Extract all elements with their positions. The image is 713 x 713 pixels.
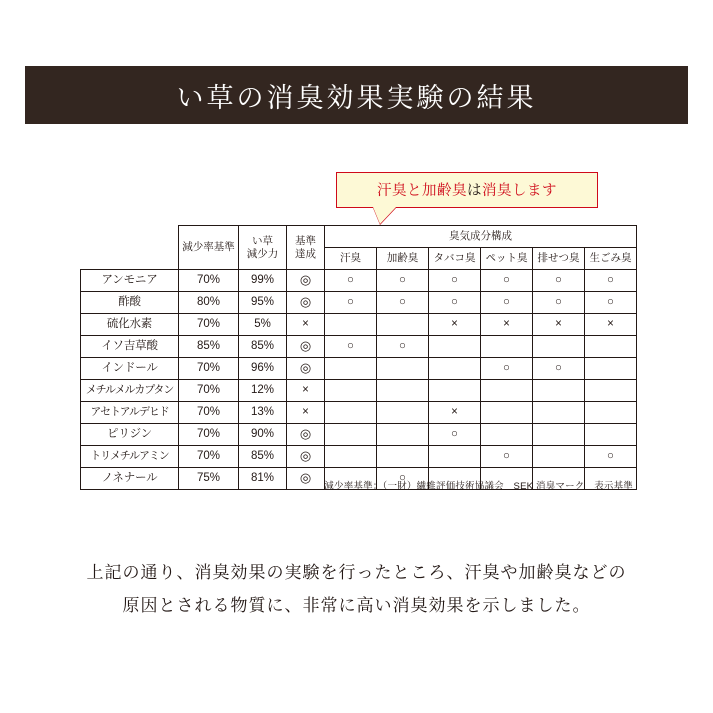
cell-reduction: 13% <box>239 402 287 424</box>
cell-achieved: ◎ <box>287 336 325 358</box>
cell-odor-garbage <box>585 380 637 402</box>
cell-substance: トリメチルアミン <box>81 446 179 468</box>
header-odor-garbage: 生ごみ臭 <box>585 248 637 270</box>
cell-odor-garbage <box>585 336 637 358</box>
cell-reduction: 5% <box>239 314 287 336</box>
cell-odor-tobacco <box>429 446 481 468</box>
cell-standard: 75% <box>179 468 239 490</box>
cell-substance: アセトアルデヒド <box>81 402 179 424</box>
cell-odor-aging <box>377 358 429 380</box>
header-odor-group: 臭気成分構成 <box>325 226 637 248</box>
table-body <box>81 270 637 490</box>
table-row <box>81 446 637 468</box>
table-header-row-group <box>81 226 637 248</box>
summary-line-1: 上記の通り、消臭効果の実験を行ったところ、汗臭や加齢臭などの <box>86 563 627 582</box>
callout-tail-icon <box>373 207 396 224</box>
cell-odor-sweat: ○ <box>325 292 377 314</box>
table-row <box>81 314 637 336</box>
cell-odor-aging: ○ <box>377 270 429 292</box>
cell-achieved: ◎ <box>287 446 325 468</box>
cell-odor-excrement <box>533 424 585 446</box>
odor-table-container <box>80 225 633 490</box>
cell-odor-sweat: ○ <box>325 336 377 358</box>
cell-standard: 80% <box>179 292 239 314</box>
cell-odor-garbage <box>585 424 637 446</box>
cell-substance: メチルメルカプタン <box>81 380 179 402</box>
cell-odor-excrement: ○ <box>533 270 585 292</box>
cell-odor-aging: ○ <box>377 468 429 490</box>
cell-odor-tobacco: × <box>429 314 481 336</box>
cell-odor-pet <box>481 380 533 402</box>
table-row <box>81 424 637 446</box>
cell-achieved: ◎ <box>287 358 325 380</box>
cell-odor-excrement <box>533 380 585 402</box>
cell-odor-pet: × <box>481 314 533 336</box>
cell-standard: 70% <box>179 380 239 402</box>
cell-odor-excrement <box>533 336 585 358</box>
cell-odor-aging: ○ <box>377 292 429 314</box>
summary-line-2: 原因とされる物質に、非常に高い消臭効果を示しました。 <box>122 596 591 616</box>
cell-standard: 70% <box>179 358 239 380</box>
cell-substance: ピリジン <box>81 424 179 446</box>
callout-highlight-pre: 汗臭と加齢臭 <box>377 183 467 199</box>
summary-paragraph <box>0 556 713 622</box>
cell-standard: 70% <box>179 446 239 468</box>
cell-odor-excrement: × <box>533 314 585 336</box>
cell-achieved: ◎ <box>287 424 325 446</box>
cell-odor-garbage: ○ <box>585 270 637 292</box>
cell-reduction: 96% <box>239 358 287 380</box>
cell-odor-pet: ○ <box>481 270 533 292</box>
header-odor-excrement: 排せつ臭 <box>533 248 585 270</box>
cell-achieved: × <box>287 402 325 424</box>
cell-odor-aging: ○ <box>377 336 429 358</box>
cell-reduction: 12% <box>239 380 287 402</box>
cell-odor-sweat: ○ <box>325 270 377 292</box>
table-row <box>81 270 637 292</box>
cell-odor-pet: ○ <box>481 446 533 468</box>
table-row <box>81 336 637 358</box>
cell-odor-aging <box>377 314 429 336</box>
cell-odor-tobacco <box>429 358 481 380</box>
cell-standard: 70% <box>179 314 239 336</box>
cell-reduction: 90% <box>239 424 287 446</box>
cell-odor-pet <box>481 336 533 358</box>
cell-odor-sweat <box>325 446 377 468</box>
cell-odor-sweat <box>325 380 377 402</box>
table-row <box>81 380 637 402</box>
cell-substance: 酢酸 <box>81 292 179 314</box>
cell-odor-excrement: ○ <box>533 358 585 380</box>
table-row <box>81 292 637 314</box>
cell-odor-tobacco: ○ <box>429 270 481 292</box>
cell-odor-sweat <box>325 314 377 336</box>
header-substance <box>81 226 179 270</box>
header-achieved: 基準 達成 <box>287 226 325 270</box>
table-row <box>81 358 637 380</box>
cell-odor-tobacco: ○ <box>429 424 481 446</box>
cell-odor-garbage: × <box>585 314 637 336</box>
callout-middle: は <box>467 183 482 199</box>
cell-achieved: × <box>287 314 325 336</box>
cell-standard: 70% <box>179 270 239 292</box>
cell-odor-pet: ○ <box>481 358 533 380</box>
header-odor-aging: 加齢臭 <box>377 248 429 270</box>
header-reduction: い草 減少力 <box>239 226 287 270</box>
cell-achieved: × <box>287 380 325 402</box>
cell-odor-sweat <box>325 402 377 424</box>
cell-substance: インドール <box>81 358 179 380</box>
cell-odor-excrement <box>533 446 585 468</box>
cell-standard: 70% <box>179 424 239 446</box>
cell-reduction: 99% <box>239 270 287 292</box>
cell-odor-garbage: ○ <box>585 292 637 314</box>
cell-reduction: 81% <box>239 468 287 490</box>
table-row <box>81 402 637 424</box>
cell-reduction: 85% <box>239 336 287 358</box>
callout-highlight-post: 消臭します <box>482 183 557 199</box>
table-head <box>81 226 637 270</box>
header-odor-tobacco: タバコ臭 <box>429 248 481 270</box>
cell-standard: 85% <box>179 336 239 358</box>
cell-odor-sweat <box>325 424 377 446</box>
cell-standard: 70% <box>179 402 239 424</box>
cell-odor-sweat <box>325 358 377 380</box>
odor-results-table <box>80 225 637 490</box>
cell-odor-garbage: ○ <box>585 446 637 468</box>
cell-odor-excrement: ○ <box>533 292 585 314</box>
cell-odor-aging <box>377 424 429 446</box>
header-odor-sweat: 汗臭 <box>325 248 377 270</box>
title-banner <box>25 66 688 124</box>
cell-odor-excrement <box>533 402 585 424</box>
cell-odor-tobacco <box>429 336 481 358</box>
cell-odor-aging <box>377 380 429 402</box>
cell-achieved: ◎ <box>287 468 325 490</box>
cell-achieved: ◎ <box>287 270 325 292</box>
cell-odor-tobacco: ○ <box>429 292 481 314</box>
cell-substance: ノネナール <box>81 468 179 490</box>
cell-substance: アンモニア <box>81 270 179 292</box>
cell-odor-aging <box>377 446 429 468</box>
header-odor-pet: ペット臭 <box>481 248 533 270</box>
table-footnote: 減少率基準：（一財）繊維評価技術協議会 SEK 消臭マーク 表示基準 <box>324 481 633 492</box>
cell-odor-pet <box>481 424 533 446</box>
cell-odor-pet <box>481 402 533 424</box>
cell-odor-garbage <box>585 358 637 380</box>
callout-container <box>336 172 598 208</box>
cell-substance: イソ吉草酸 <box>81 336 179 358</box>
cell-odor-tobacco <box>429 380 481 402</box>
page-title: い草の消臭効果実験の結果 <box>176 82 537 113</box>
cell-odor-aging <box>377 402 429 424</box>
callout-bubble <box>336 172 598 208</box>
cell-reduction: 95% <box>239 292 287 314</box>
cell-odor-garbage <box>585 402 637 424</box>
cell-odor-tobacco: × <box>429 402 481 424</box>
header-standard: 減少率基準 <box>179 226 239 270</box>
cell-reduction: 85% <box>239 446 287 468</box>
cell-achieved: ◎ <box>287 292 325 314</box>
cell-substance: 硫化水素 <box>81 314 179 336</box>
cell-odor-pet: ○ <box>481 292 533 314</box>
